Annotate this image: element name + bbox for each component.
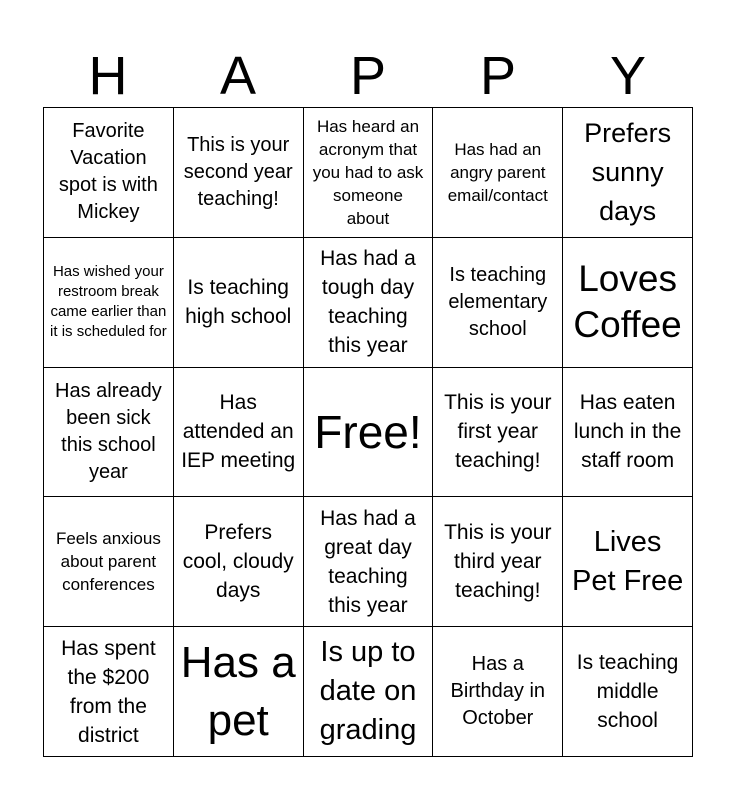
cell-text: Feels anxious about parent conferences [55, 529, 161, 595]
bingo-cell[interactable] [174, 238, 304, 368]
bingo-cell[interactable] [433, 627, 563, 757]
cell-text: Has a Birthday in October [450, 653, 546, 730]
cell-text: Has heard an acronym that you had to ask someone about [312, 116, 424, 228]
bingo-cell[interactable] [44, 497, 174, 627]
bingo-cell[interactable] [433, 108, 563, 238]
bingo-cell[interactable] [44, 238, 174, 368]
header-letter-h: H [88, 46, 128, 106]
bingo-cell[interactable] [304, 238, 434, 368]
bingo-cell[interactable] [433, 368, 563, 498]
bingo-cell[interactable] [174, 627, 304, 757]
cell-text: Has had an angry parent email/contact [447, 139, 548, 205]
cell-text: Has wished your restroom break came earlier than it is scheduled for [50, 263, 167, 341]
header-letter-a: A [219, 46, 257, 106]
bingo-cell[interactable] [433, 497, 563, 627]
bingo-cell[interactable] [304, 497, 434, 627]
cell-text: Has had a tough day teaching this year [320, 247, 416, 358]
header-letter-p1: P [349, 46, 387, 106]
cell-text: This is your first year teaching! [444, 391, 552, 473]
bingo-grid [43, 107, 693, 757]
cell-text: Is up to date on grading [319, 636, 417, 747]
bingo-cell[interactable] [563, 108, 693, 238]
cell-text: Favorite Vacation spot is with Mickey [58, 120, 158, 224]
cell-text: Is teaching middle school [576, 651, 679, 733]
cell-text: Lives Pet Free [571, 525, 684, 597]
cell-text: Loves Coffee [573, 258, 682, 346]
bingo-cell[interactable] [563, 238, 693, 368]
header-letter-p2: P [479, 46, 517, 106]
cell-text: Has already been sick this school year [55, 379, 162, 483]
bingo-cell[interactable] [304, 108, 434, 238]
bingo-cell[interactable] [304, 627, 434, 757]
bingo-cell[interactable] [44, 108, 174, 238]
bingo-cell[interactable] [563, 368, 693, 498]
cell-text: Has a pet [180, 637, 296, 745]
cell-text: Is teaching elementary school [448, 263, 548, 340]
bingo-header [43, 44, 693, 108]
cell-text: Has eaten lunch in the staff room [573, 391, 682, 473]
cell-text: Prefers sunny days [584, 117, 672, 226]
cell-text: This is your second year teaching! [183, 133, 293, 210]
bingo-cell[interactable] [44, 627, 174, 757]
bingo-cell[interactable] [174, 497, 304, 627]
cell-text: This is your third year teaching! [444, 521, 552, 603]
free-space[interactable] [304, 368, 434, 498]
bingo-cell[interactable] [174, 108, 304, 238]
cell-text: Prefers cool, cloudy days [182, 521, 294, 603]
cell-text: Has spent the $200 from the district [61, 636, 156, 747]
cell-text: Free! [314, 405, 422, 458]
bingo-cell[interactable] [563, 497, 693, 627]
bingo-cell[interactable] [174, 368, 304, 498]
bingo-cell[interactable] [433, 238, 563, 368]
cell-text: Is teaching high school [185, 276, 292, 329]
bingo-cell[interactable] [563, 627, 693, 757]
cell-text: Has had a great day teaching this year [320, 506, 416, 617]
header-letter-y: Y [609, 46, 647, 106]
bingo-cell[interactable] [44, 368, 174, 498]
cell-text: Has attended an IEP meeting [181, 391, 296, 473]
